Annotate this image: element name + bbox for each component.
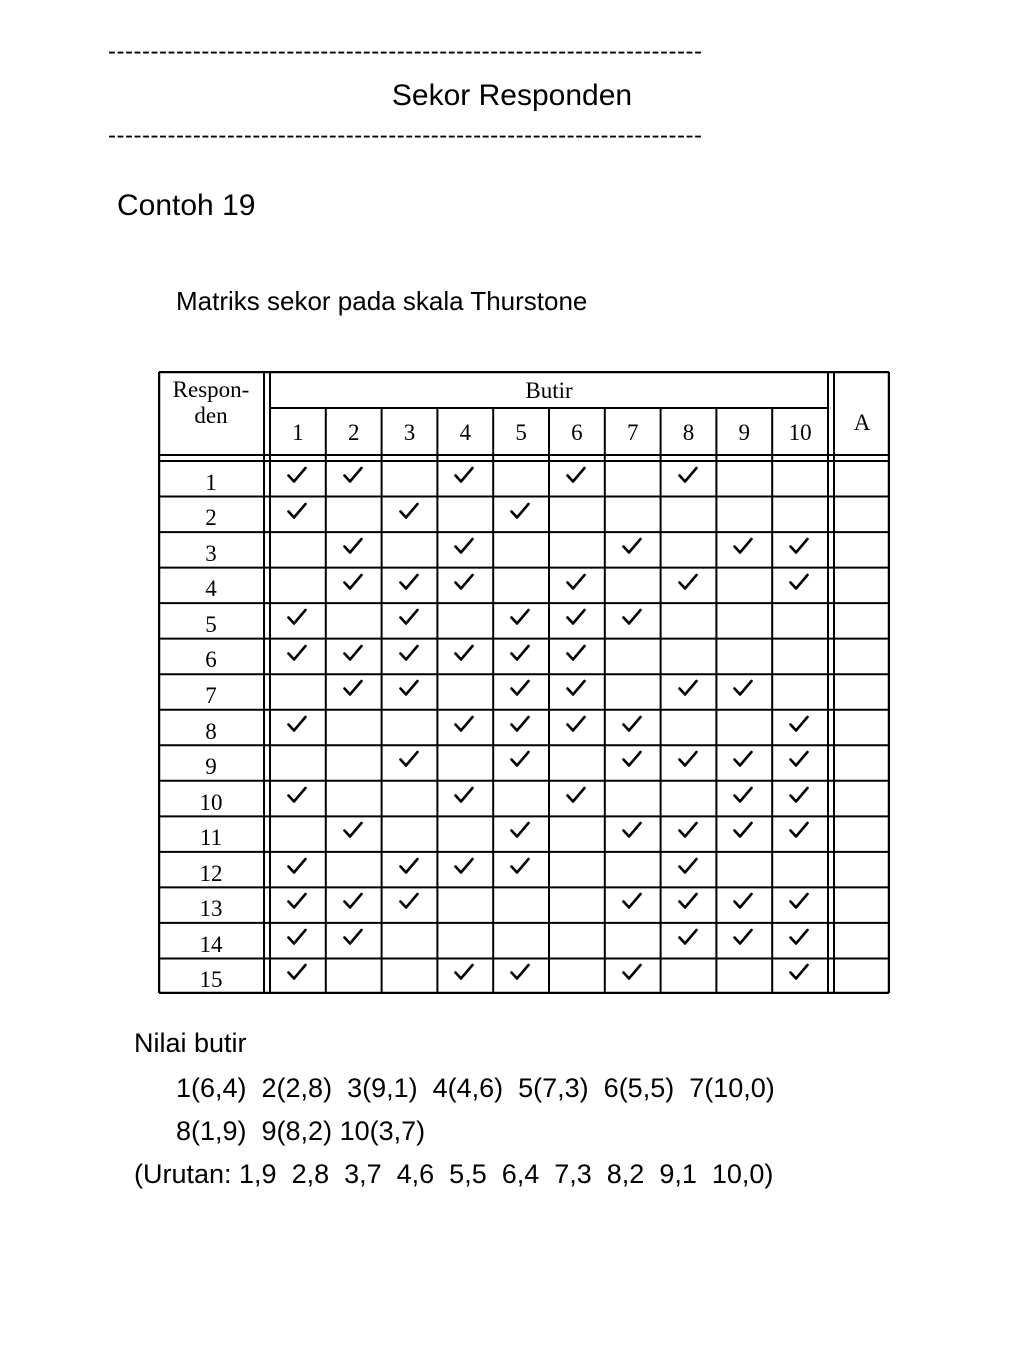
check-icon [733, 786, 753, 804]
score-cell [834, 781, 890, 817]
score-cell [834, 710, 890, 746]
check-icon [287, 715, 307, 733]
item-values-line-2: 8(1,9) 9(8,2) 10(3,7) [176, 1116, 426, 1146]
item-number-header: 7 [626, 420, 639, 445]
example-title: Contoh 19 [117, 189, 256, 222]
respondent-number: 14 [199, 931, 223, 957]
check-icon [678, 466, 698, 484]
item-values-title: Nilai butir [134, 1028, 247, 1058]
check-icon [566, 644, 586, 662]
check-icon [678, 573, 698, 591]
check-icon [287, 502, 307, 520]
check-icon [510, 750, 530, 768]
score-cell [834, 603, 890, 639]
score-cell [834, 497, 890, 533]
check-icon [789, 821, 809, 839]
header-divider-bottom: ---------------------------------------------------------------------- [108, 122, 703, 149]
check-icon [622, 750, 642, 768]
item-values-line-1: 1(6,4) 2(2,8) 3(9,1) 4(4,6) 5(7,3) 6(5,5) 7(10,0) [176, 1073, 775, 1103]
check-icon [733, 821, 753, 839]
check-icon [454, 644, 474, 662]
score-matrix-table [158, 371, 890, 994]
check-icon [454, 786, 474, 804]
respondent-number: 8 [205, 718, 217, 744]
check-icon [622, 892, 642, 910]
page-header-title: Sekor Responden [391, 79, 633, 112]
check-icon [510, 857, 530, 875]
check-icon [287, 928, 307, 946]
score-cell [834, 887, 890, 923]
check-icon [399, 857, 419, 875]
check-icon [789, 928, 809, 946]
score-cell [834, 958, 890, 994]
check-icon [510, 963, 530, 981]
check-icon [454, 466, 474, 484]
check-icon [287, 963, 307, 981]
respondent-number: 9 [205, 754, 217, 780]
check-icon [566, 573, 586, 591]
check-icon [399, 644, 419, 662]
check-icon [733, 750, 753, 768]
check-icon [678, 857, 698, 875]
check-icon [566, 679, 586, 697]
check-icon [622, 715, 642, 733]
respondent-number: 2 [205, 505, 217, 531]
score-header: A [853, 410, 871, 435]
check-icon [510, 502, 530, 520]
items-header: Butir [525, 378, 573, 403]
item-order-line: (Urutan: 1,9 2,8 3,7 4,6 5,5 6,4 7,3 8,2 9,1 10,0) [134, 1159, 774, 1189]
header-divider-top: ---------------------------------------------------------------------- [108, 38, 703, 65]
respondent-header [158, 377, 264, 429]
check-icon [678, 750, 698, 768]
score-cell [834, 639, 890, 675]
check-icon [622, 963, 642, 981]
score-cell [834, 816, 890, 852]
score-cell [834, 461, 890, 497]
respondent-number: 12 [199, 860, 223, 886]
check-icon [343, 821, 363, 839]
check-icon [510, 821, 530, 839]
respondent-number: 11 [199, 825, 223, 851]
check-icon [343, 573, 363, 591]
check-icon [566, 466, 586, 484]
check-icon [678, 679, 698, 697]
check-icon [622, 608, 642, 626]
check-icon [287, 644, 307, 662]
check-icon [287, 466, 307, 484]
check-icon [789, 786, 809, 804]
check-icon [622, 821, 642, 839]
score-cell [834, 532, 890, 568]
check-icon [510, 644, 530, 662]
check-icon [454, 537, 474, 555]
item-number-header: 6 [571, 420, 583, 445]
check-icon [566, 786, 586, 804]
score-cell [834, 852, 890, 888]
item-number-header: 2 [347, 420, 360, 445]
check-icon [343, 892, 363, 910]
respondent-number: 15 [199, 967, 223, 993]
check-icon [622, 537, 642, 555]
score-cell [834, 745, 890, 781]
check-icon [566, 608, 586, 626]
check-icon [343, 466, 363, 484]
check-icon [343, 644, 363, 662]
respondent-header-line1: Respon- [172, 377, 250, 402]
check-icon [287, 786, 307, 804]
check-icon [510, 679, 530, 697]
respondent-number: 4 [205, 576, 217, 602]
check-icon [678, 821, 698, 839]
check-icon [399, 892, 419, 910]
check-icon [454, 963, 474, 981]
check-icon [789, 892, 809, 910]
check-icon [789, 573, 809, 591]
check-icon [454, 715, 474, 733]
check-icon [454, 857, 474, 875]
respondent-number: 7 [205, 682, 217, 708]
check-icon [789, 537, 809, 555]
item-number-header: 3 [403, 420, 416, 445]
check-icon [789, 715, 809, 733]
check-icon [733, 679, 753, 697]
check-icon [789, 750, 809, 768]
check-icon [733, 928, 753, 946]
check-icon [399, 573, 419, 591]
check-icon [510, 608, 530, 626]
check-icon [678, 928, 698, 946]
item-number-header: 8 [682, 420, 695, 445]
score-cell [834, 674, 890, 710]
item-number-header: 10 [788, 420, 812, 445]
respondent-number: 13 [199, 896, 223, 922]
check-icon [733, 892, 753, 910]
check-icon [399, 608, 419, 626]
respondent-number: 5 [205, 611, 217, 637]
respondent-header-line2: den [194, 403, 228, 428]
respondent-number: 1 [205, 469, 217, 495]
item-number-header: 4 [459, 420, 472, 445]
check-icon [287, 608, 307, 626]
respondent-number: 10 [199, 789, 223, 815]
table-caption: Matriks sekor pada skala Thurstone [176, 286, 588, 316]
check-icon [733, 537, 753, 555]
check-icon [343, 679, 363, 697]
score-cell [834, 923, 890, 959]
check-icon [343, 537, 363, 555]
check-icon [566, 715, 586, 733]
check-icon [343, 928, 363, 946]
score-cell [834, 568, 890, 604]
check-icon [287, 857, 307, 875]
check-icon [678, 892, 698, 910]
check-icon [789, 963, 809, 981]
check-icon [287, 892, 307, 910]
check-icon [454, 573, 474, 591]
item-number-header: 9 [738, 420, 751, 445]
item-number-header: 5 [515, 420, 527, 445]
item-number-header: 1 [292, 420, 304, 445]
check-icon [399, 750, 419, 768]
check-icon [399, 679, 419, 697]
check-icon [510, 715, 530, 733]
check-icon [399, 502, 419, 520]
respondent-number: 6 [205, 647, 217, 673]
respondent-number: 3 [205, 540, 217, 566]
